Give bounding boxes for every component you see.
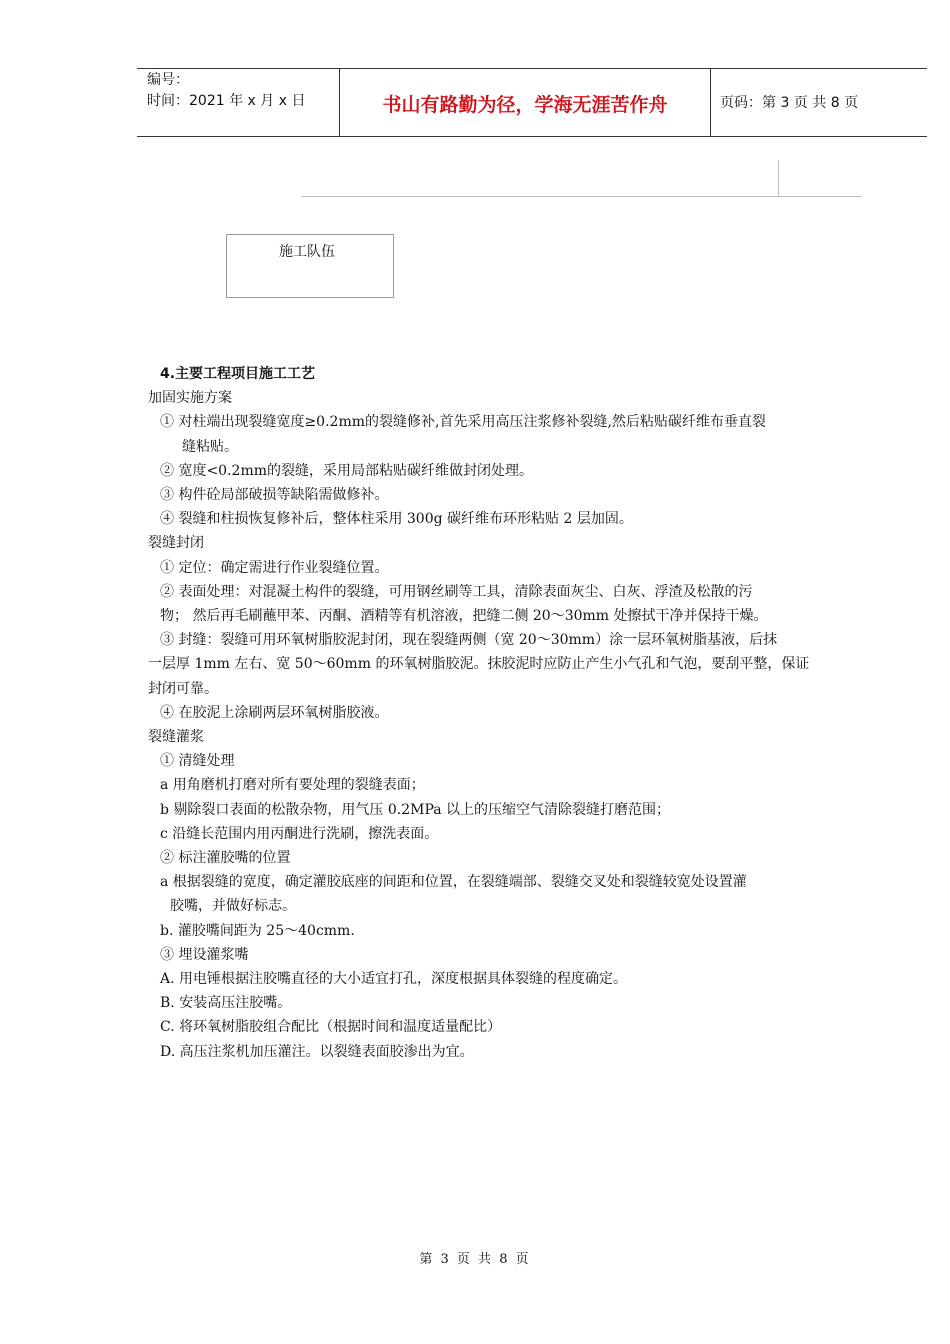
list-item: ② 表面处理：对混凝土构件的裂缝，可用钢丝刷等工具，清除表面灰尘、白灰、浮渣及松散的污 xyxy=(160,583,753,600)
list-item: 物； 然后再毛刷蘸甲苯、丙酮、酒精等有机溶液，把缝二侧 20～30mm 处擦拭干净并保持干燥。 xyxy=(160,608,768,625)
list-item: ① 清缝处理 xyxy=(160,753,235,770)
list-item: b 剔除裂口表面的松散杂物，用气压 0.2MPa 以上的压缩空气清除裂缝打磨范围； xyxy=(160,801,671,818)
list-item: c 沿缝长范围内用丙酮进行洗刷，擦洗表面。 xyxy=(160,825,439,842)
subsection-heading: 裂缝封闭 xyxy=(148,535,204,552)
list-item: ④ 裂缝和柱损恢复修补后，整体柱采用 300g 碳纤维布环形粘贴 2 层加固。 xyxy=(160,511,633,528)
list-item: A. 用电锤根据注胶嘴直径的大小适宜打孔，深度根据具体裂缝的程度确定。 xyxy=(160,971,628,988)
vertical-rule xyxy=(778,160,779,197)
footer-page-number: 第 3 页 共 8 页 xyxy=(419,1252,531,1267)
list-item: b. 灌胶嘴间距为 25～40cmm. xyxy=(160,922,355,939)
list-item: a 用角磨机打磨对所有要处理的裂缝表面； xyxy=(160,777,425,794)
list-item: ① 对柱端出现裂缝宽度≥0.2mm的裂缝修补,首先采用高压注浆修补裂缝,然后粘贴碳纤维布垂直裂 xyxy=(160,414,766,431)
date-label: 时间：2021 年 x 月 x 日 xyxy=(147,93,306,109)
subsection-heading: 加固实施方案 xyxy=(148,390,232,407)
list-item: ③ 构件砼局部破损等缺陷需做修补。 xyxy=(160,487,389,504)
header-divider xyxy=(710,69,711,136)
page-footer xyxy=(0,1248,950,1267)
header-motto: 书山有路勤为径，学海无涯苦作舟 xyxy=(382,94,668,116)
team-box-label: 施工队伍 xyxy=(279,244,335,260)
number-label: 编号： xyxy=(147,72,189,88)
list-item: ④ 在胶泥上涂刷两层环氧树脂胶液。 xyxy=(160,704,389,721)
list-item: D. 高压注浆机加压灌注。以裂缝表面胶渗出为宜。 xyxy=(160,1043,474,1060)
list-item: ① 定位：确定需进行作业裂缝位置。 xyxy=(160,559,389,576)
header-meta xyxy=(147,70,305,112)
list-item: B. 安装高压注胶嘴。 xyxy=(160,995,292,1012)
main-content xyxy=(148,362,910,1064)
list-item: ② 标注灌胶嘴的位置 xyxy=(160,850,291,867)
header-page-info: 页码：第 3 页 共 8 页 xyxy=(720,95,859,111)
list-item: 胶嘴，并做好标志。 xyxy=(170,898,296,915)
list-item: C. 将环氧树脂胶组合配比（根据时间和温度适量配比） xyxy=(160,1019,502,1036)
list-item: ③ 封缝：裂缝可用环氧树脂胶泥封闭，现在裂缝两侧（宽 20～30mm）涂一层环氧树脂基液，后抹 xyxy=(160,632,778,649)
list-item: ② 宽度<0.2mm的裂缝，采用局部粘贴碳纤维做封闭处理。 xyxy=(160,462,533,479)
list-item: a 根据裂缝的宽度，确定灌胶底座的间距和位置，在裂缝端部、裂缝交叉处和裂缝较宽处设置灌 xyxy=(160,874,747,891)
list-item: 缝粘贴。 xyxy=(182,438,238,455)
list-item: 一层厚 1mm 左右、宽 50～60mm 的环氧树脂胶泥。抹胶泥时应防止产生小气孔和气泡，要刮平整，保证 xyxy=(148,656,810,673)
section-title: 4.主要工程项目施工工艺 xyxy=(160,366,316,382)
team-box xyxy=(226,234,394,298)
list-item: ③ 埋设灌浆嘴 xyxy=(160,946,249,963)
subsection-heading: 裂缝灌浆 xyxy=(148,729,204,746)
list-item: 封闭可靠。 xyxy=(148,680,218,697)
